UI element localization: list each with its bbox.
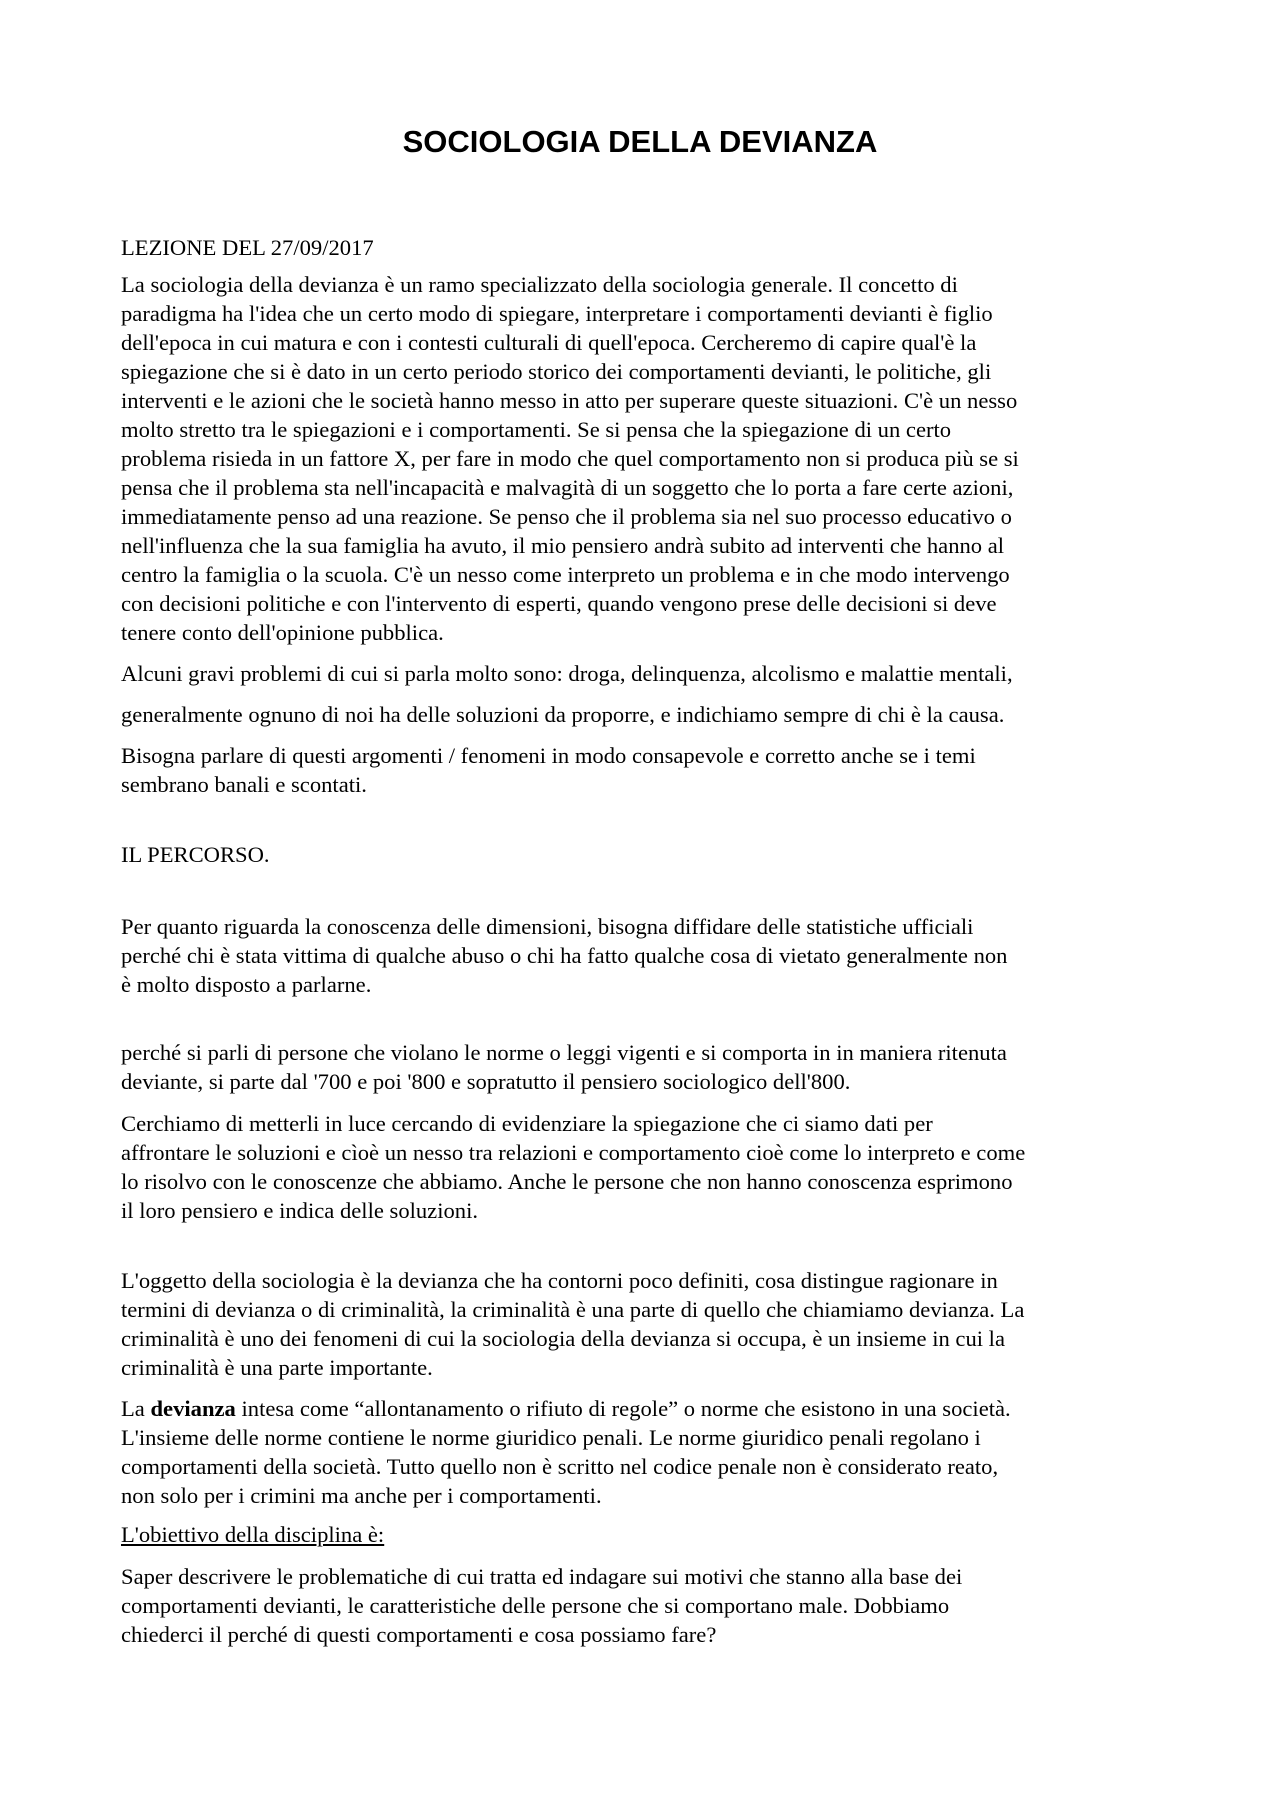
paragraph-problems xyxy=(121,659,1173,688)
paragraph-solutions xyxy=(121,700,1173,729)
paragraph-line: lo risolvo con le conoscenze che abbiamo. Anche le persone che non hanno conoscenza esprimono xyxy=(121,1169,1013,1194)
paragraph-line: immediatamente penso ad una reazione. Se penso che il problema sia nel suo processo educativo o xyxy=(121,504,1012,529)
paragraph-objective xyxy=(121,1562,1173,1649)
paragraph-line: generalmente ognuno di noi ha delle soluzioni da proporre, e indichiamo sempre di chi è la causa. xyxy=(121,702,1005,727)
paragraph-line: L'insieme delle norme contiene le norme giuridico penali. Le norme giuridico penali regolano i xyxy=(121,1425,981,1450)
paragraph-statistics xyxy=(121,912,1173,999)
paragraph-intro xyxy=(121,270,1173,647)
paragraph-line: pensa che il problema sta nell'incapacità e malvagità di un soggetto che lo porta a fare certe azioni, xyxy=(121,475,1014,500)
paragraph-line: affrontare le soluzioni e cìoè un nesso tra relazioni e comportamento cioè come lo interpreto e come xyxy=(121,1140,1026,1165)
paragraph-history xyxy=(121,1038,1173,1096)
devianza-bold-term: devianza xyxy=(150,1396,236,1421)
paragraph-line: chiederci il perché di questi comportamenti e cosa possiamo fare? xyxy=(121,1622,717,1647)
paragraph-line: L'oggetto della sociologia è la devianza che ha contorni poco definiti, cosa distingue ragionare in xyxy=(121,1268,998,1293)
paragraph-line xyxy=(121,1394,1173,1423)
document-title: SOCIOLOGIA DELLA DEVIANZA xyxy=(402,124,878,159)
lesson-heading xyxy=(121,233,1173,262)
objective-heading xyxy=(121,1520,1173,1549)
paragraph-line: paradigma ha l'idea che un certo modo di spiegare, interpretare i comportamenti devianti è figlio xyxy=(121,301,993,326)
paragraph-awareness xyxy=(121,741,1173,799)
paragraph-line: tenere conto dell'opinione pubblica. xyxy=(121,620,444,645)
paragraph-explanation xyxy=(121,1109,1173,1225)
paragraph-deviance-definition xyxy=(121,1394,1173,1510)
paragraph-line: Per quanto riguarda la conoscenza delle dimensioni, bisogna diffidare delle statistiche ufficiali xyxy=(121,914,974,939)
paragraph-line: sembrano banali e scontati. xyxy=(121,772,367,797)
lesson-heading-text: LEZIONE DEL 27/09/2017 xyxy=(121,235,374,260)
paragraph-line: La sociologia della devianza è un ramo specializzato della sociologia generale. Il concetto di xyxy=(121,272,958,297)
paragraph-line: Saper descrivere le problematiche di cui tratta ed indagare sui motivi che stanno alla base dei xyxy=(121,1564,963,1589)
paragraph-line: problema risieda in un fattore X, per fare in modo che quel comportamento non si produca più se si xyxy=(121,446,1019,471)
percorso-heading-text: IL PERCORSO. xyxy=(121,842,270,867)
paragraph-line: nell'influenza che la sua famiglia ha avuto, il mio pensiero andrà subito ad interventi che hanno al xyxy=(121,533,1005,558)
paragraph-line: comportamenti devianti, le caratteristiche delle persone che si comportano male. Dobbiamo xyxy=(121,1593,950,1618)
paragraph-line: è molto disposto a parlarne. xyxy=(121,972,372,997)
objective-heading-text: L'obiettivo della disciplina è: xyxy=(121,1522,385,1547)
paragraph-line: termini di devianza o di criminalità, la criminalità è una parte di quello che chiamiamo devianza. La xyxy=(121,1297,1025,1322)
paragraph-line: interventi e le azioni che le società hanno messo in atto per superare queste situazioni. C'è un nesso xyxy=(121,388,1018,413)
paragraph-line: Alcuni gravi problemi di cui si parla molto sono: droga, delinquenza, alcolismo e malattie mentali, xyxy=(121,661,1013,686)
paragraph-line: centro la famiglia o la scuola. C'è un nesso come interpreto un problema e in che modo intervengo xyxy=(121,562,1010,587)
paragraph-line: Cerchiamo di metterli in luce cercando di evidenziare la spiegazione che ci siamo dati per xyxy=(121,1111,933,1136)
paragraph-line: Bisogna parlare di questi argomenti / fenomeni in modo consapevole e corretto anche se i temi xyxy=(121,743,976,768)
paragraph-line: criminalità è uno dei fenomeni di cui la sociologia della devianza si occupa, è un insieme in cui la xyxy=(121,1326,1005,1351)
paragraph-line: deviante, si parte dal '700 e poi '800 e sopratutto il pensiero sociologico dell'800. xyxy=(121,1069,851,1094)
paragraph-line: con decisioni politiche e con l'intervento di esperti, quando vengono prese delle decisioni si deve xyxy=(121,591,997,616)
paragraph-text: intesa come “allontanamento o rifiuto di regole” o norme che esistono in una società. xyxy=(235,1396,1011,1421)
paragraph-line: dell'epoca in cui matura e con i contesti culturali di quell'epoca. Cercheremo di capire qual'è la xyxy=(121,330,977,355)
paragraph-line: molto stretto tra le spiegazioni e i comportamenti. Se si pensa che la spiegazione di un certo xyxy=(121,417,952,442)
paragraph-line: comportamenti della società. Tutto quello non è scritto nel codice penale non è considerato reato, xyxy=(121,1454,999,1479)
paragraph-line: perché chi è stata vittima di qualche abuso o chi ha fatto qualche cosa di vietato generalmente non xyxy=(121,943,1008,968)
paragraph-line: non solo per i crimini ma anche per i comportamenti. xyxy=(121,1483,602,1508)
paragraph-text: La xyxy=(121,1396,151,1421)
paragraph-object xyxy=(121,1266,1173,1382)
paragraph-line: il loro pensiero e indica delle soluzioni. xyxy=(121,1198,479,1223)
paragraph-line: spiegazione che si è dato in un certo periodo storico dei comportamenti devianti, le politiche, gli xyxy=(121,359,992,384)
paragraph-line: criminalità è una parte importante. xyxy=(121,1355,433,1380)
paragraph-line: perché si parli di persone che violano le norme o leggi vigenti e si comporta in in maniera ritenuta xyxy=(121,1040,1007,1065)
percorso-heading xyxy=(121,840,1173,869)
